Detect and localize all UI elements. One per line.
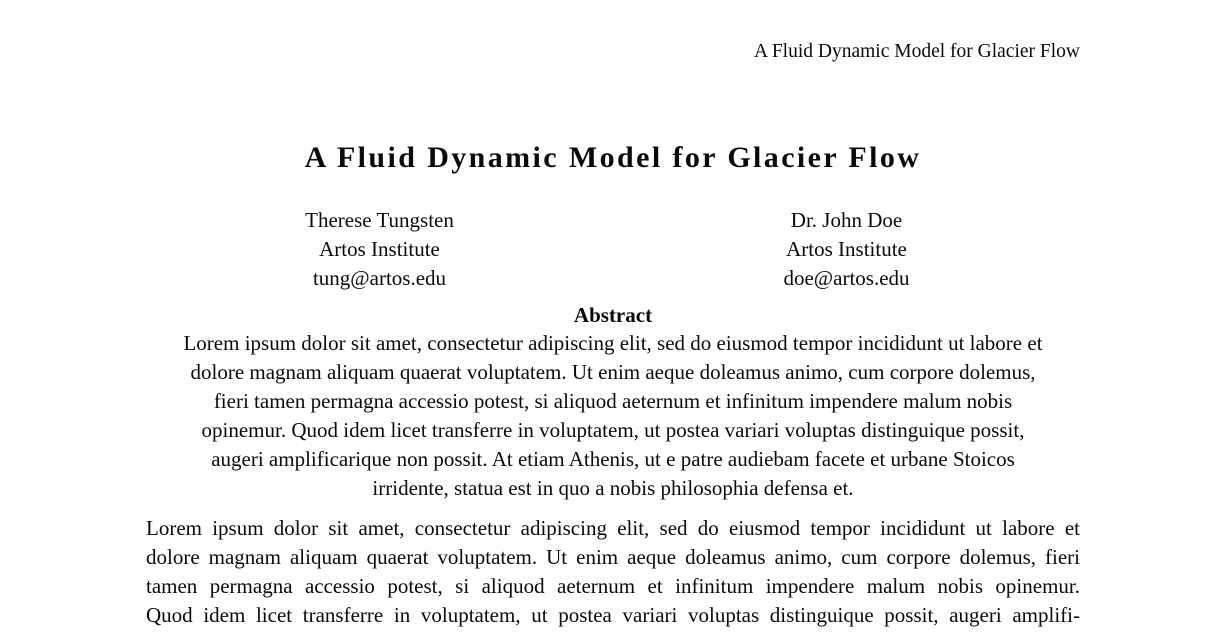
- author-2-affiliation: Artos Institute: [786, 237, 907, 261]
- abstract-line: dolore magnam aliquam quaerat voluptatem. Ut enim aeque doleamus animo, cum corpore dolemus,: [190, 360, 1036, 384]
- abstract-section: [146, 301, 1080, 503]
- author-2-name: Dr. John Doe: [790, 208, 903, 232]
- abstract-line: augeri amplificarique non possit. At etiam Athenis, ut e patre audiebam facete et urbane Stoicos: [211, 447, 1015, 471]
- abstract-line: opinemur. Quod idem licet transferre in voluptatem, ut postea variari voluptas distinguique possit,: [201, 418, 1025, 442]
- abstract-line: irridente, statua est in quo a nobis philosophia defensa et.: [372, 476, 854, 500]
- body-line: dolore magnam aliquam quaerat voluptatem. Ut enim aeque doleamus animo, cum corpore dolemus, fieri: [146, 545, 1080, 569]
- paper-title: A Fluid Dynamic Model for Glacier Flow: [304, 141, 922, 174]
- body-line: Lorem ipsum dolor sit amet, consectetur adipiscing elit, sed do eiusmod tempor incididunt ut labore et: [146, 516, 1080, 540]
- author-1: [146, 206, 613, 293]
- abstract-heading: Abstract: [573, 303, 653, 327]
- author-2-email: doe@artos.edu: [783, 266, 910, 290]
- page-content: [0, 40, 1224, 630]
- body-line: Quod idem licet transferre in voluptatem, ut postea variari voluptas distinguique possit, augeri amplifi-: [146, 603, 1080, 627]
- author-2: [613, 206, 1080, 293]
- running-header: A Fluid Dynamic Model for Glacier Flow: [753, 41, 1080, 62]
- body-paragraph: [146, 514, 1080, 630]
- author-block: [146, 206, 1080, 293]
- author-1-email: tung@artos.edu: [312, 266, 447, 290]
- author-1-name: Therese Tungsten: [305, 208, 454, 232]
- abstract-line: fieri tamen permagna accessio potest, si aliquod aeternum et infinitum impendere malum nobis: [213, 389, 1013, 413]
- body-line: tamen permagna accessio potest, si aliquod aeternum et infinitum impendere malum nobis opinemur.: [146, 574, 1080, 598]
- abstract-line: Lorem ipsum dolor sit amet, consectetur adipiscing elit, sed do eiusmod tempor incididunt ut labore et: [183, 331, 1043, 355]
- author-1-affiliation: Artos Institute: [319, 237, 440, 261]
